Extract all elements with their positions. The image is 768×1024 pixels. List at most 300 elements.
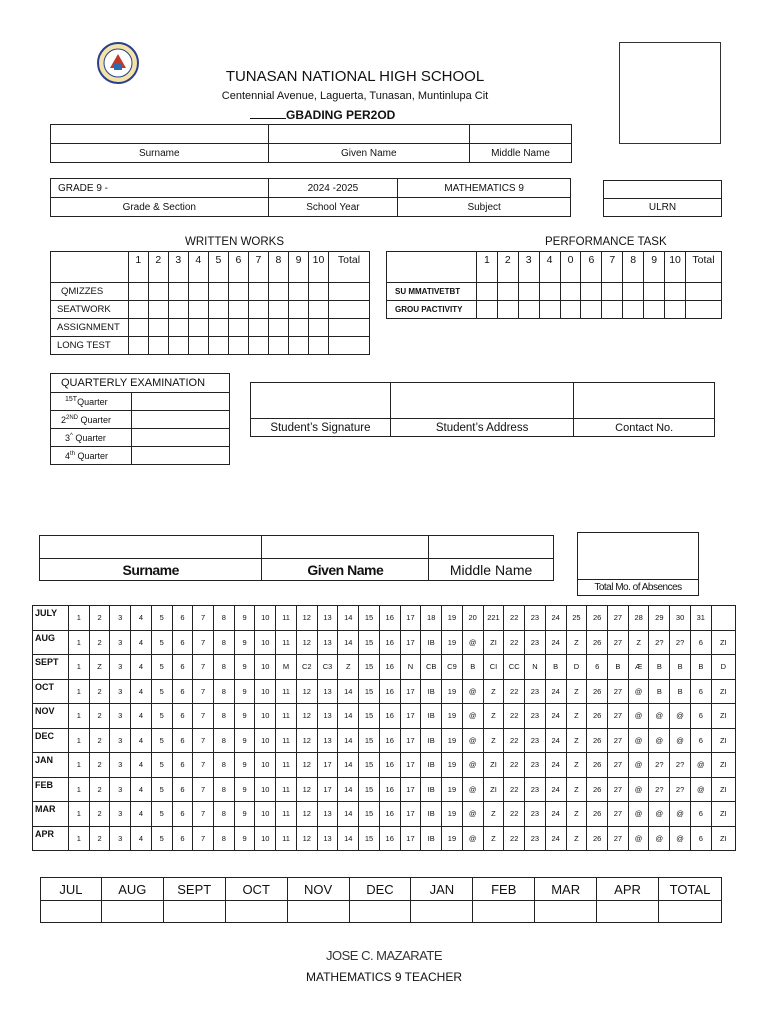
- pt-score-cell[interactable]: [560, 283, 581, 301]
- quarter-4-score[interactable]: [131, 447, 229, 465]
- attendance-day-cell[interactable]: 22: [504, 753, 525, 778]
- attendance-day-cell[interactable]: Z: [566, 630, 587, 655]
- attendance-day-cell[interactable]: 2: [89, 826, 110, 851]
- attendance-day-cell[interactable]: C2: [296, 655, 317, 680]
- attendance-day-cell[interactable]: 22: [504, 704, 525, 729]
- attendance-day-cell[interactable]: 2?: [670, 753, 691, 778]
- attendance-day-cell[interactable]: 4: [131, 753, 152, 778]
- att-middle-field[interactable]: [429, 536, 554, 559]
- ww-score-cell[interactable]: [329, 301, 370, 319]
- attendance-day-cell[interactable]: @: [649, 826, 670, 851]
- attendance-day-cell[interactable]: 26: [587, 802, 608, 827]
- attendance-day-cell[interactable]: 14: [338, 728, 359, 753]
- attendance-day-cell[interactable]: Æ: [628, 655, 649, 680]
- attendance-day-cell[interactable]: 2: [89, 606, 110, 631]
- attendance-day-cell[interactable]: 2: [89, 728, 110, 753]
- attendance-day-cell[interactable]: 10: [255, 606, 276, 631]
- attendance-day-cell[interactable]: 6: [172, 704, 193, 729]
- pt-score-cell[interactable]: [623, 301, 644, 319]
- attendance-day-cell[interactable]: 24: [545, 704, 566, 729]
- attendance-day-cell[interactable]: 20: [462, 606, 483, 631]
- attendance-day-cell[interactable]: 4: [131, 728, 152, 753]
- attendance-day-cell[interactable]: @: [462, 802, 483, 827]
- pt-score-cell[interactable]: [581, 301, 602, 319]
- attendance-day-cell[interactable]: 24: [545, 753, 566, 778]
- ww-score-cell[interactable]: [188, 337, 208, 355]
- attendance-day-cell[interactable]: 15: [359, 753, 380, 778]
- attendance-day-cell[interactable]: @: [690, 777, 711, 802]
- attendance-day-cell[interactable]: 18: [421, 606, 442, 631]
- attendance-day-cell[interactable]: 19: [442, 679, 463, 704]
- attendance-day-cell[interactable]: 3: [110, 679, 131, 704]
- attendance-day-cell[interactable]: ZI: [711, 630, 735, 655]
- attendance-day-cell[interactable]: 27: [608, 606, 629, 631]
- attendance-day-cell[interactable]: 6: [587, 655, 608, 680]
- attendance-day-cell[interactable]: IB: [421, 753, 442, 778]
- attendance-day-cell[interactable]: Z: [566, 826, 587, 851]
- attendance-day-cell[interactable]: @: [670, 826, 691, 851]
- attendance-day-cell[interactable]: 14: [338, 606, 359, 631]
- attendance-day-cell[interactable]: 2?: [649, 777, 670, 802]
- attendance-day-cell[interactable]: 9: [234, 655, 255, 680]
- attendance-day-cell[interactable]: C3: [317, 655, 338, 680]
- quarter-2-score[interactable]: [131, 411, 229, 429]
- attendance-day-cell[interactable]: 25: [566, 606, 587, 631]
- attendance-day-cell[interactable]: 19: [442, 728, 463, 753]
- attendance-day-cell[interactable]: 16: [379, 753, 400, 778]
- attendance-day-cell[interactable]: 16: [379, 606, 400, 631]
- summary-value-cell[interactable]: [101, 901, 163, 923]
- attendance-day-cell[interactable]: @: [628, 826, 649, 851]
- attendance-day-cell[interactable]: CB: [421, 655, 442, 680]
- middle-name-field[interactable]: [470, 125, 572, 144]
- attendance-day-cell[interactable]: 27: [608, 704, 629, 729]
- attendance-day-cell[interactable]: 23: [525, 728, 546, 753]
- attendance-day-cell[interactable]: 3: [110, 753, 131, 778]
- attendance-day-cell[interactable]: 15: [359, 802, 380, 827]
- attendance-day-cell[interactable]: 17: [400, 679, 421, 704]
- pt-score-cell[interactable]: [623, 283, 644, 301]
- attendance-day-cell[interactable]: 14: [338, 630, 359, 655]
- attendance-day-cell[interactable]: 16: [379, 630, 400, 655]
- attendance-day-cell[interactable]: N: [525, 655, 546, 680]
- attendance-day-cell[interactable]: ZI: [711, 777, 735, 802]
- attendance-day-cell[interactable]: 17: [400, 777, 421, 802]
- attendance-day-cell[interactable]: 13: [317, 826, 338, 851]
- ww-score-cell[interactable]: [248, 301, 268, 319]
- ww-score-cell[interactable]: [228, 337, 248, 355]
- attendance-day-cell[interactable]: 5: [151, 704, 172, 729]
- attendance-day-cell[interactable]: 11: [276, 630, 297, 655]
- attendance-day-cell[interactable]: 29: [649, 606, 670, 631]
- attendance-day-cell[interactable]: 14: [338, 679, 359, 704]
- attendance-day-cell[interactable]: 17: [317, 777, 338, 802]
- attendance-day-cell[interactable]: @: [670, 802, 691, 827]
- ww-score-cell[interactable]: [228, 283, 248, 301]
- attendance-day-cell[interactable]: B: [545, 655, 566, 680]
- attendance-day-cell[interactable]: @: [462, 630, 483, 655]
- attendance-day-cell[interactable]: 5: [151, 728, 172, 753]
- attendance-day-cell[interactable]: 10: [255, 679, 276, 704]
- attendance-day-cell[interactable]: 7: [193, 728, 214, 753]
- summary-value-cell[interactable]: [658, 901, 721, 923]
- attendance-day-cell[interactable]: IB: [421, 704, 442, 729]
- attendance-day-cell[interactable]: B: [649, 679, 670, 704]
- attendance-day-cell[interactable]: 8: [213, 728, 234, 753]
- ww-score-cell[interactable]: [248, 319, 268, 337]
- summary-value-cell[interactable]: [349, 901, 411, 923]
- attendance-day-cell[interactable]: 26: [587, 630, 608, 655]
- attendance-day-cell[interactable]: @: [462, 826, 483, 851]
- attendance-day-cell[interactable]: 10: [255, 704, 276, 729]
- summary-value-cell[interactable]: [163, 901, 225, 923]
- attendance-day-cell[interactable]: Z: [89, 655, 110, 680]
- attendance-day-cell[interactable]: 19: [442, 777, 463, 802]
- attendance-day-cell[interactable]: 9: [234, 606, 255, 631]
- attendance-day-cell[interactable]: 5: [151, 753, 172, 778]
- attendance-day-cell[interactable]: 1: [68, 630, 89, 655]
- ww-score-cell[interactable]: [188, 301, 208, 319]
- attendance-day-cell[interactable]: 13: [317, 679, 338, 704]
- attendance-day-cell[interactable]: 14: [338, 704, 359, 729]
- attendance-day-cell[interactable]: 15: [359, 826, 380, 851]
- attendance-day-cell[interactable]: 2?: [670, 777, 691, 802]
- attendance-day-cell[interactable]: Z: [566, 802, 587, 827]
- ww-score-cell[interactable]: [208, 283, 228, 301]
- attendance-day-cell[interactable]: 27: [608, 753, 629, 778]
- attendance-day-cell[interactable]: 1: [68, 704, 89, 729]
- absences-box[interactable]: [577, 532, 699, 596]
- attendance-day-cell[interactable]: 1: [68, 679, 89, 704]
- attendance-day-cell[interactable]: Z: [483, 679, 504, 704]
- quarter-1-score[interactable]: [131, 393, 229, 411]
- attendance-day-cell[interactable]: @: [649, 704, 670, 729]
- ww-score-cell[interactable]: [268, 283, 288, 301]
- attendance-day-cell[interactable]: 3: [110, 704, 131, 729]
- attendance-day-cell[interactable]: 8: [213, 753, 234, 778]
- attendance-day-cell[interactable]: 8: [213, 704, 234, 729]
- signature-field[interactable]: [251, 383, 391, 419]
- given-name-field[interactable]: [268, 125, 470, 144]
- attendance-day-cell[interactable]: 9: [234, 826, 255, 851]
- attendance-day-cell[interactable]: 19: [442, 753, 463, 778]
- attendance-day-cell[interactable]: @: [649, 728, 670, 753]
- subject-value[interactable]: MATHEMATICS 9: [398, 179, 571, 198]
- ww-score-cell[interactable]: [168, 319, 188, 337]
- ww-score-cell[interactable]: [148, 283, 168, 301]
- attendance-day-cell[interactable]: 6: [172, 679, 193, 704]
- attendance-day-cell[interactable]: Z: [566, 704, 587, 729]
- pt-score-cell[interactable]: [476, 301, 497, 319]
- attendance-day-cell[interactable]: 15: [359, 777, 380, 802]
- attendance-day-cell[interactable]: 3: [110, 630, 131, 655]
- attendance-day-cell[interactable]: [711, 606, 735, 631]
- attendance-day-cell[interactable]: 6: [172, 630, 193, 655]
- attendance-day-cell[interactable]: Z: [338, 655, 359, 680]
- attendance-day-cell[interactable]: 23: [525, 777, 546, 802]
- attendance-day-cell[interactable]: 11: [276, 802, 297, 827]
- attendance-day-cell[interactable]: 22: [504, 802, 525, 827]
- attendance-day-cell[interactable]: ZI: [483, 777, 504, 802]
- attendance-day-cell[interactable]: 6: [690, 704, 711, 729]
- ww-score-cell[interactable]: [288, 301, 308, 319]
- ww-score-cell[interactable]: [329, 319, 370, 337]
- attendance-day-cell[interactable]: 19: [442, 802, 463, 827]
- ww-score-cell[interactable]: [268, 301, 288, 319]
- attendance-day-cell[interactable]: 6: [690, 826, 711, 851]
- attendance-day-cell[interactable]: Z: [566, 753, 587, 778]
- attendance-day-cell[interactable]: 4: [131, 802, 152, 827]
- attendance-day-cell[interactable]: 13: [317, 630, 338, 655]
- attendance-day-cell[interactable]: 6: [690, 630, 711, 655]
- attendance-day-cell[interactable]: B: [670, 655, 691, 680]
- attendance-day-cell[interactable]: 9: [234, 753, 255, 778]
- attendance-day-cell[interactable]: IB: [421, 679, 442, 704]
- attendance-day-cell[interactable]: ZI: [711, 802, 735, 827]
- attendance-day-cell[interactable]: 27: [608, 802, 629, 827]
- attendance-day-cell[interactable]: 8: [213, 630, 234, 655]
- attendance-day-cell[interactable]: 26: [587, 606, 608, 631]
- attendance-day-cell[interactable]: 16: [379, 704, 400, 729]
- attendance-day-cell[interactable]: 15: [359, 728, 380, 753]
- attendance-day-cell[interactable]: 12: [296, 753, 317, 778]
- summary-value-cell[interactable]: [287, 901, 349, 923]
- attendance-day-cell[interactable]: 8: [213, 802, 234, 827]
- attendance-day-cell[interactable]: @: [649, 802, 670, 827]
- attendance-day-cell[interactable]: Z: [483, 826, 504, 851]
- ww-score-cell[interactable]: [168, 283, 188, 301]
- attendance-day-cell[interactable]: 27: [608, 728, 629, 753]
- attendance-day-cell[interactable]: 17: [400, 606, 421, 631]
- contact-field[interactable]: [574, 383, 715, 419]
- attendance-day-cell[interactable]: 6: [172, 728, 193, 753]
- attendance-day-cell[interactable]: @: [628, 777, 649, 802]
- attendance-day-cell[interactable]: CC: [504, 655, 525, 680]
- pt-score-cell[interactable]: [644, 301, 665, 319]
- attendance-day-cell[interactable]: 22: [504, 826, 525, 851]
- attendance-day-cell[interactable]: 7: [193, 802, 214, 827]
- attendance-day-cell[interactable]: 26: [587, 753, 608, 778]
- attendance-day-cell[interactable]: 16: [379, 777, 400, 802]
- pt-score-cell[interactable]: [539, 301, 560, 319]
- attendance-day-cell[interactable]: 23: [525, 826, 546, 851]
- attendance-day-cell[interactable]: 1: [68, 753, 89, 778]
- attendance-day-cell[interactable]: 23: [525, 753, 546, 778]
- school-year-value[interactable]: 2024 -2025: [268, 179, 398, 198]
- attendance-day-cell[interactable]: 9: [234, 728, 255, 753]
- attendance-day-cell[interactable]: 6: [172, 777, 193, 802]
- summary-value-cell[interactable]: [411, 901, 473, 923]
- pt-score-cell[interactable]: [497, 283, 518, 301]
- attendance-day-cell[interactable]: ZI: [483, 630, 504, 655]
- attendance-day-cell[interactable]: 12: [296, 679, 317, 704]
- attendance-day-cell[interactable]: 5: [151, 679, 172, 704]
- attendance-day-cell[interactable]: Z: [566, 777, 587, 802]
- ww-score-cell[interactable]: [148, 301, 168, 319]
- attendance-day-cell[interactable]: 22: [504, 777, 525, 802]
- attendance-day-cell[interactable]: 24: [545, 679, 566, 704]
- attendance-day-cell[interactable]: 11: [276, 753, 297, 778]
- attendance-day-cell[interactable]: Z: [483, 704, 504, 729]
- attendance-day-cell[interactable]: 4: [131, 679, 152, 704]
- attendance-day-cell[interactable]: IB: [421, 777, 442, 802]
- attendance-day-cell[interactable]: 2?: [670, 630, 691, 655]
- attendance-day-cell[interactable]: 10: [255, 728, 276, 753]
- attendance-day-cell[interactable]: 6: [172, 802, 193, 827]
- attendance-day-cell[interactable]: 17: [400, 802, 421, 827]
- summary-value-cell[interactable]: [473, 901, 535, 923]
- attendance-day-cell[interactable]: 10: [255, 655, 276, 680]
- attendance-day-cell[interactable]: 12: [296, 777, 317, 802]
- attendance-day-cell[interactable]: 22: [504, 679, 525, 704]
- attendance-day-cell[interactable]: 19: [442, 826, 463, 851]
- attendance-day-cell[interactable]: @: [628, 679, 649, 704]
- ww-score-cell[interactable]: [208, 337, 228, 355]
- attendance-day-cell[interactable]: 27: [608, 777, 629, 802]
- attendance-day-cell[interactable]: 2?: [649, 753, 670, 778]
- attendance-day-cell[interactable]: 5: [151, 655, 172, 680]
- attendance-day-cell[interactable]: 12: [296, 704, 317, 729]
- attendance-day-cell[interactable]: 6: [172, 606, 193, 631]
- attendance-day-cell[interactable]: 7: [193, 655, 214, 680]
- attendance-day-cell[interactable]: 27: [608, 630, 629, 655]
- attendance-day-cell[interactable]: 4: [131, 655, 152, 680]
- attendance-day-cell[interactable]: 10: [255, 777, 276, 802]
- ww-score-cell[interactable]: [128, 283, 148, 301]
- attendance-day-cell[interactable]: 22: [504, 606, 525, 631]
- attendance-day-cell[interactable]: ZI: [483, 753, 504, 778]
- attendance-day-cell[interactable]: 17: [400, 826, 421, 851]
- attendance-day-cell[interactable]: 2: [89, 630, 110, 655]
- attendance-day-cell[interactable]: B: [462, 655, 483, 680]
- attendance-day-cell[interactable]: 4: [131, 826, 152, 851]
- attendance-day-cell[interactable]: 17: [317, 753, 338, 778]
- attendance-day-cell[interactable]: 14: [338, 826, 359, 851]
- attendance-day-cell[interactable]: 4: [131, 630, 152, 655]
- summary-value-cell[interactable]: [41, 901, 102, 923]
- attendance-day-cell[interactable]: ZI: [711, 704, 735, 729]
- ww-score-cell[interactable]: [268, 337, 288, 355]
- ulrn-field[interactable]: [604, 181, 722, 199]
- att-given-field[interactable]: [262, 536, 429, 559]
- ww-score-cell[interactable]: [329, 337, 370, 355]
- attendance-day-cell[interactable]: 12: [296, 630, 317, 655]
- attendance-day-cell[interactable]: 15: [359, 655, 380, 680]
- attendance-day-cell[interactable]: 3: [110, 802, 131, 827]
- ww-score-cell[interactable]: [228, 301, 248, 319]
- attendance-day-cell[interactable]: 27: [608, 826, 629, 851]
- attendance-day-cell[interactable]: 6: [690, 679, 711, 704]
- attendance-day-cell[interactable]: 11: [276, 704, 297, 729]
- attendance-day-cell[interactable]: 221: [483, 606, 504, 631]
- ww-score-cell[interactable]: [248, 283, 268, 301]
- attendance-day-cell[interactable]: 1: [68, 606, 89, 631]
- attendance-day-cell[interactable]: @: [628, 728, 649, 753]
- attendance-day-cell[interactable]: 6: [172, 655, 193, 680]
- attendance-day-cell[interactable]: IB: [421, 630, 442, 655]
- attendance-day-cell[interactable]: D: [566, 655, 587, 680]
- attendance-day-cell[interactable]: 23: [525, 802, 546, 827]
- summary-value-cell[interactable]: [225, 901, 287, 923]
- attendance-day-cell[interactable]: Z: [483, 728, 504, 753]
- summary-value-cell[interactable]: [597, 901, 659, 923]
- ww-score-cell[interactable]: [309, 301, 329, 319]
- attendance-day-cell[interactable]: 12: [296, 728, 317, 753]
- attendance-day-cell[interactable]: 26: [587, 826, 608, 851]
- attendance-day-cell[interactable]: 31: [690, 606, 711, 631]
- attendance-day-cell[interactable]: 4: [131, 777, 152, 802]
- attendance-day-cell[interactable]: IB: [421, 728, 442, 753]
- attendance-day-cell[interactable]: 5: [151, 826, 172, 851]
- attendance-day-cell[interactable]: 16: [379, 826, 400, 851]
- att-surname-field[interactable]: [40, 536, 262, 559]
- attendance-day-cell[interactable]: 1: [68, 826, 89, 851]
- ww-score-cell[interactable]: [168, 337, 188, 355]
- attendance-day-cell[interactable]: 16: [379, 655, 400, 680]
- ww-score-cell[interactable]: [148, 319, 168, 337]
- ww-score-cell[interactable]: [309, 283, 329, 301]
- attendance-day-cell[interactable]: 9: [234, 704, 255, 729]
- ww-score-cell[interactable]: [208, 301, 228, 319]
- attendance-day-cell[interactable]: 12: [296, 802, 317, 827]
- attendance-day-cell[interactable]: 14: [338, 753, 359, 778]
- summary-value-cell[interactable]: [535, 901, 597, 923]
- attendance-day-cell[interactable]: 24: [545, 777, 566, 802]
- attendance-day-cell[interactable]: @: [462, 679, 483, 704]
- ww-score-cell[interactable]: [288, 319, 308, 337]
- attendance-day-cell[interactable]: 9: [234, 777, 255, 802]
- attendance-day-cell[interactable]: 19: [442, 630, 463, 655]
- attendance-day-cell[interactable]: 2: [89, 802, 110, 827]
- attendance-day-cell[interactable]: 7: [193, 777, 214, 802]
- attendance-day-cell[interactable]: @: [462, 777, 483, 802]
- pt-score-cell[interactable]: [518, 301, 539, 319]
- attendance-day-cell[interactable]: 1: [68, 728, 89, 753]
- attendance-day-cell[interactable]: 3: [110, 777, 131, 802]
- attendance-day-cell[interactable]: Z: [483, 802, 504, 827]
- attendance-day-cell[interactable]: 10: [255, 753, 276, 778]
- attendance-day-cell[interactable]: 2: [89, 777, 110, 802]
- attendance-day-cell[interactable]: 16: [379, 728, 400, 753]
- attendance-day-cell[interactable]: 3: [110, 655, 131, 680]
- pt-score-cell[interactable]: [581, 283, 602, 301]
- attendance-day-cell[interactable]: @: [690, 753, 711, 778]
- ww-score-cell[interactable]: [168, 301, 188, 319]
- attendance-day-cell[interactable]: 27: [608, 679, 629, 704]
- attendance-day-cell[interactable]: 11: [276, 606, 297, 631]
- attendance-day-cell[interactable]: 12: [296, 606, 317, 631]
- attendance-day-cell[interactable]: 15: [359, 630, 380, 655]
- attendance-day-cell[interactable]: 19: [442, 704, 463, 729]
- attendance-day-cell[interactable]: B: [670, 679, 691, 704]
- attendance-day-cell[interactable]: 3: [110, 826, 131, 851]
- grade-section-value[interactable]: GRADE 9 -: [51, 179, 269, 198]
- ww-score-cell[interactable]: [128, 301, 148, 319]
- attendance-day-cell[interactable]: 19: [442, 606, 463, 631]
- attendance-day-cell[interactable]: M: [276, 655, 297, 680]
- ww-score-cell[interactable]: [248, 337, 268, 355]
- pt-score-cell[interactable]: [602, 301, 623, 319]
- attendance-day-cell[interactable]: CI: [483, 655, 504, 680]
- attendance-day-cell[interactable]: 26: [587, 728, 608, 753]
- ww-score-cell[interactable]: [268, 319, 288, 337]
- attendance-day-cell[interactable]: 24: [545, 826, 566, 851]
- attendance-day-cell[interactable]: 11: [276, 777, 297, 802]
- attendance-day-cell[interactable]: 3: [110, 606, 131, 631]
- attendance-day-cell[interactable]: @: [628, 802, 649, 827]
- surname-field[interactable]: [51, 125, 269, 144]
- ww-score-cell[interactable]: [288, 337, 308, 355]
